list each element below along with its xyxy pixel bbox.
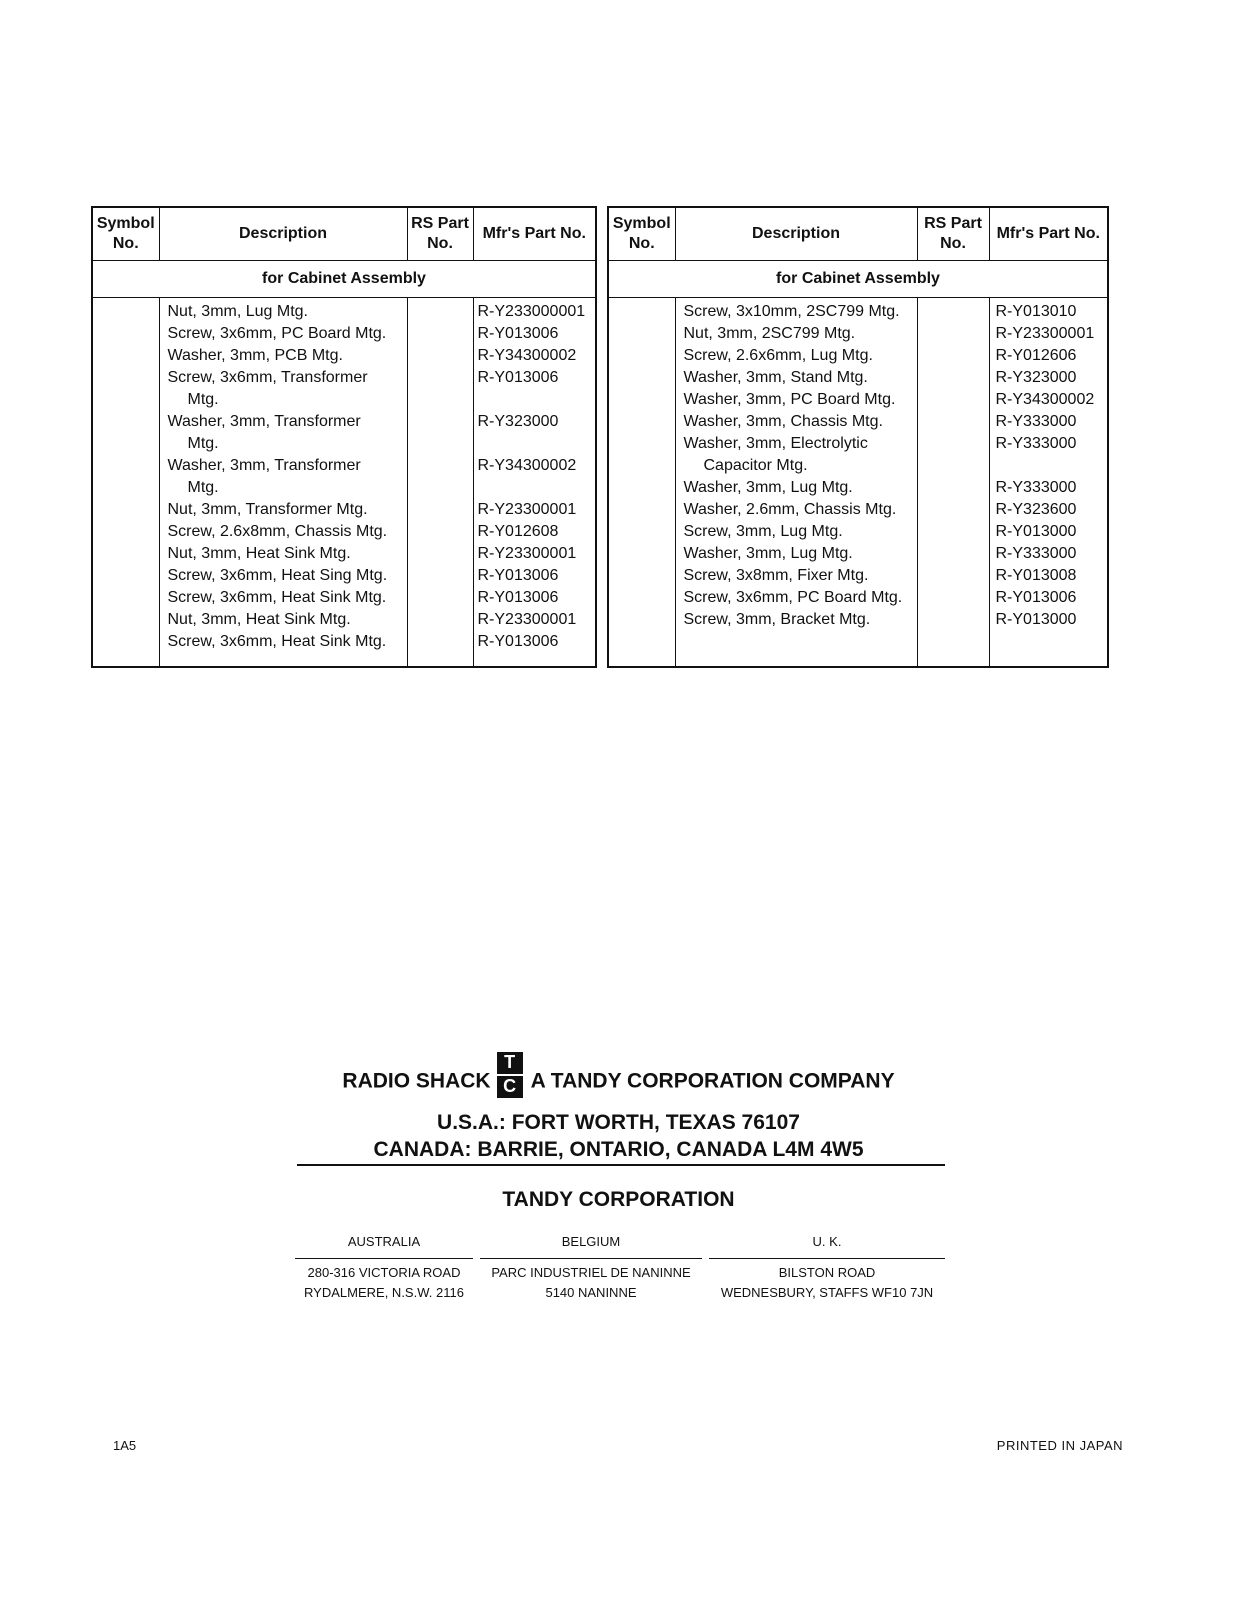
mfr-part-cell [473,298,596,668]
mfr-part-entry: R-Y013006 [995,589,1077,606]
description-entry: Screw, 3x6mm, PC Board Mtg. [167,325,387,342]
page-code: 1A5 [113,1438,137,1453]
usa-address: U.S.A.: FORT WORTH, TEXAS 76107 [437,1111,800,1134]
mfr-part-entry: R-Y013006 [477,633,559,650]
mfr-part-entry: R-Y34300002 [477,457,577,474]
description-continuation: Mtg. [187,391,219,408]
description-entry: Screw, 2.6x8mm, Chassis Mtg. [167,523,388,540]
table-body-row [92,298,596,668]
mfr-part-entry: R-Y333000 [995,435,1077,452]
mfr-part-entry: R-Y013006 [477,567,559,584]
office-line-2: RYDALMERE, N.S.W. 2116 [304,1285,464,1300]
description-continuation: Mtg. [187,435,219,452]
col-header-symbol: Symbol No. [608,207,675,261]
description-cell [675,298,917,668]
mfr-part-entry: R-Y013006 [477,325,559,342]
mfr-part-cell [989,298,1108,668]
description-entry: Nut, 3mm, Heat Sink Mtg. [167,545,351,562]
mfr-part-entry: R-Y013008 [995,567,1077,584]
table-header-row [608,207,1108,261]
col-header-description: Description [675,207,917,261]
logo-letter-top: T [497,1052,523,1074]
symbol-cell [92,298,159,668]
section-title: for Cabinet Assembly [608,261,1108,298]
description-entry: Nut, 3mm, Heat Sink Mtg. [167,611,351,628]
office-country: AUSTRALIA [295,1232,473,1259]
radio-shack-name: RADIO SHACK [342,1069,491,1093]
mfr-part-entry: R-Y233000001 [477,303,586,320]
canada-address: CANADA: BARRIE, ONTARIO, CANADA L4M 4W5 [373,1138,864,1161]
radio-shack-line [0,1052,1237,1100]
description-entry: Washer, 2.6mm, Chassis Mtg. [683,501,897,518]
mfr-part-entry: R-Y323000 [995,369,1077,386]
description-text: Washer, 3mm, Transformer [167,457,361,474]
description-entry: Washer, 3mm, PCB Mtg. [167,347,343,364]
mfr-part-entry: R-Y34300002 [995,391,1095,408]
description-continuation: Capacitor Mtg. [703,457,808,474]
mfr-part-entry: R-Y23300001 [477,501,577,518]
divider [297,1164,945,1166]
mfr-part-entry: R-Y23300001 [477,545,577,562]
mfr-part-entry: R-Y333000 [995,413,1077,430]
col-header-mfr-part: Mfr's Part No. [473,207,596,261]
description-entry: Washer, 3mm, Lug Mtg. [683,479,853,496]
description-entry: Screw, 3x6mm, Heat Sink Mtg. [167,589,387,606]
description-continuation: Mtg. [187,479,219,496]
parts-table-left [91,206,597,668]
description-entry [168,367,405,411]
description-entry [168,411,405,455]
logo-letter-bottom: C [497,1076,523,1098]
office-line-1: 280-316 VICTORIA ROAD [307,1265,461,1280]
office-line-1: PARC INDUSTRIEL DE NANINNE [491,1265,691,1280]
office-line-2: WEDNESBURY, STAFFS WF10 7JN [720,1285,934,1300]
description-entry: Washer, 3mm, Stand Mtg. [683,369,868,386]
mfr-part-entry: R-Y012606 [995,347,1077,364]
description-entry: Screw, 3x8mm, Fixer Mtg. [683,567,869,584]
office-belgium [480,1232,702,1303]
section-row [608,261,1108,298]
mfr-part-entry: R-Y333000 [995,479,1077,496]
col-header-rs-part: RS Part No. [407,207,473,261]
description-entry: Nut, 3mm, Lug Mtg. [167,303,308,320]
col-header-symbol: Symbol No. [92,207,159,261]
section-title: for Cabinet Assembly [92,261,596,298]
mfr-part-entry: R-Y013000 [995,611,1077,628]
office-australia [295,1232,473,1303]
description-entry: Screw, 3x10mm, 2SC799 Mtg. [683,303,900,320]
col-header-rs-part: RS Part No. [917,207,989,261]
description-entry: Washer, 3mm, Chassis Mtg. [683,413,883,430]
description-entry: Screw, 3mm, Lug Mtg. [683,523,843,540]
col-header-mfr-part: Mfr's Part No. [989,207,1108,261]
office-country: U. K. [709,1232,945,1259]
table-header-row [92,207,596,261]
tandy-company-text: A TANDY CORPORATION COMPANY [530,1069,895,1093]
printed-in-japan: PRINTED IN JAPAN [996,1438,1123,1453]
description-text: Washer, 3mm, Electrolytic [683,435,868,452]
office-uk [709,1232,945,1303]
description-entry: Washer, 3mm, Lug Mtg. [683,545,853,562]
symbol-cell [608,298,675,668]
section-row [92,261,596,298]
tandy-corporation-title: TANDY CORPORATION [502,1188,735,1211]
description-entry: Screw, 3x6mm, Heat Sing Mtg. [167,567,388,584]
rs-part-cell [917,298,989,668]
description-entry: Screw, 2.6x6mm, Lug Mtg. [683,347,873,364]
description-entry [684,433,915,477]
office-line-1: BILSTON ROAD [778,1265,876,1280]
description-text: Screw, 3x6mm, Transformer [167,369,368,386]
description-entry: Screw, 3x6mm, PC Board Mtg. [683,589,903,606]
table-body-row [608,298,1108,668]
description-cell [159,298,407,668]
description-entry: Washer, 3mm, PC Board Mtg. [683,391,896,408]
tandy-logo-icon [497,1052,525,1100]
description-entry: Nut, 3mm, 2SC799 Mtg. [683,325,856,342]
mfr-part-entry: R-Y013000 [995,523,1077,540]
mfr-part-entry: R-Y012608 [477,523,559,540]
mfr-part-entry: R-Y013006 [477,589,559,606]
mfr-part-entry: R-Y013010 [995,303,1077,320]
rs-part-cell [407,298,473,668]
mfr-part-entry: R-Y34300002 [477,347,577,364]
mfr-part-entry: R-Y323000 [477,413,559,430]
description-entry: Nut, 3mm, Transformer Mtg. [167,501,368,518]
mfr-part-entry: R-Y23300001 [477,611,577,628]
description-text: Washer, 3mm, Transformer [167,413,361,430]
mfr-part-entry: R-Y333000 [995,545,1077,562]
description-entry [168,455,405,499]
mfr-part-entry: R-Y013006 [477,369,559,386]
description-entry: Screw, 3x6mm, Heat Sink Mtg. [167,633,387,650]
mfr-part-entry: R-Y323600 [995,501,1077,518]
parts-table-right [607,206,1109,668]
mfr-part-entry: R-Y23300001 [995,325,1095,342]
col-header-description: Description [159,207,407,261]
office-country: BELGIUM [480,1232,702,1259]
office-line-2: 5140 NANINNE [545,1285,637,1300]
description-entry: Screw, 3mm, Bracket Mtg. [683,611,871,628]
